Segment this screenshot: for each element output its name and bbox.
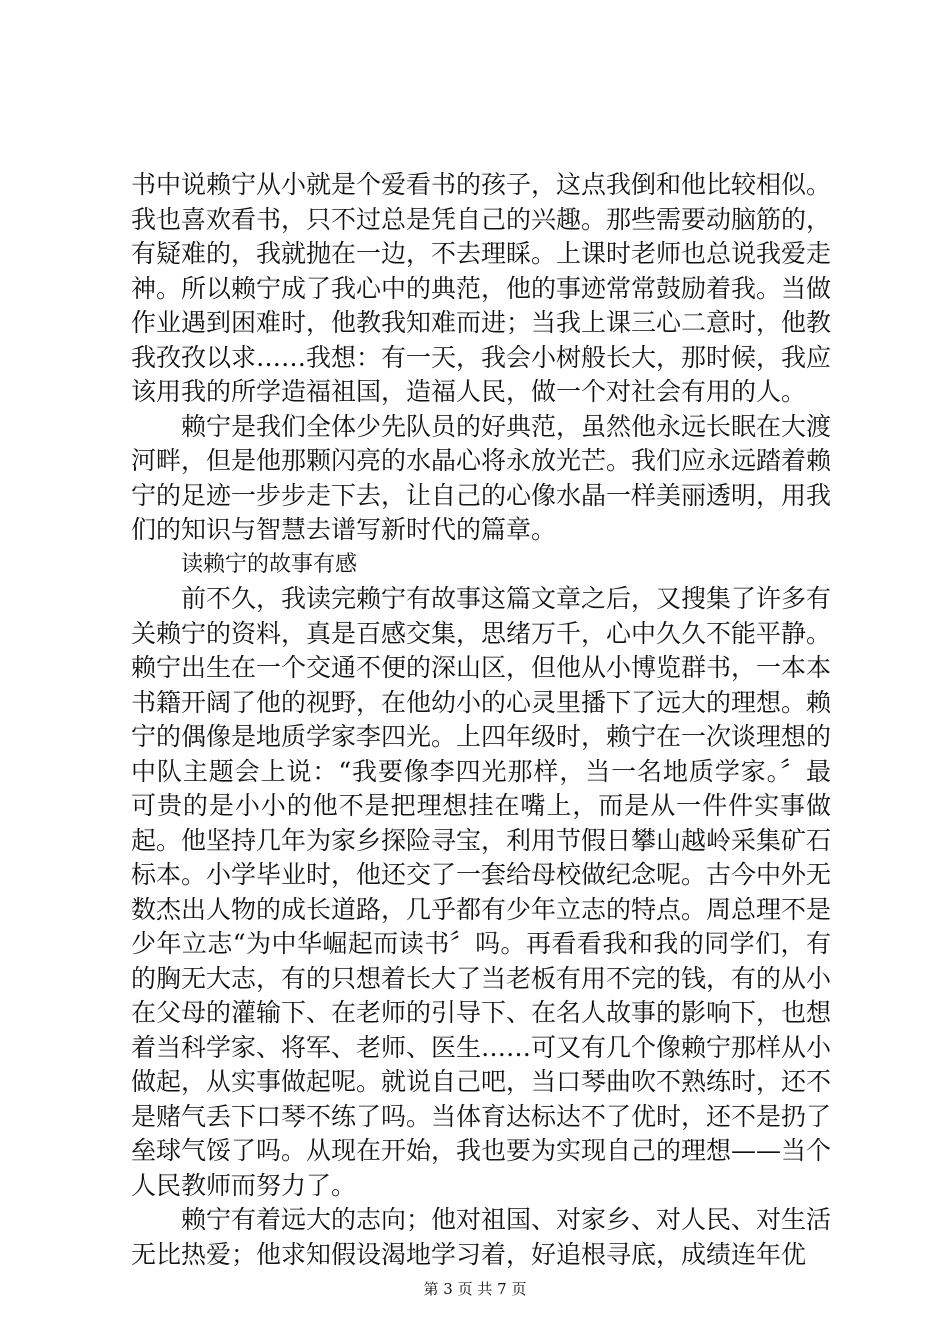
document-body	[131, 168, 831, 1272]
page-number-footer: 第 3 页 共 7 页	[423, 1280, 527, 1298]
paragraph-1: 书中说赖宁从小就是个爱看书的孩子，这点我倒和他比较相似。我也喜欢看书，只不过总是凭自己的兴趣。那些需要动脑筋的，有疑难的，我就抛在一边，不去理睬。上课时老师也总说我爱走神。所以赖宁成了我心中的典范，他的事迹常常鼓励着我。当做作业遇到困难时，他教我知难而进；当我上课三心二意时，他教我孜孜以求……我想：有一天，我会小树般长大，那时候，我应该用我的所学造福祖国，造福人民，做一个对社会有用的人。	[131, 170, 832, 406]
paragraph-3: 前不久，我读完赖宁有故事这篇文章之后，又搜集了许多有关赖宁的资料，真是百感交集，思绪万千，心中久久不能平静。赖宁出生在一个交通不便的深山区，但他从小博览群书，一本本书籍开阔了他的视野，在他幼小的心灵里播下了远大的理想。赖宁的偶像是地质学家李四光。上四年级时，赖宁在一次谈理想的中队主题会上说：“我要像李四光那样，当一名地质学家。〞最可贵的是小小的他不是把理想挂在嘴上，而是从一件件实事做起。他坚持几年为家乡探险寻宝，利用节假日攀山越岭采集矿石标本。小学毕业时，他还交了一套给母校做纪念呢。古今中外无数杰出人物的成长道路，几乎都有少年立志的特点。周总理不是少年立志“为中华崛起而读书〞吗。再看看我和我的同学们，有的胸无大志，有的只想着长大了当老板有用不完的钱，有的从小在父母的灌输下、在老师的引导下、在名人故事的影响下，也想着当科学家、将军、老师、医生……可又有几个像赖宁那样从小做起，从实事做起呢。就说自己吧，当口琴曲吹不熟练时，还不是赌气丢下口琴不练了吗。当体育达标达不了优时，还不是扔了垒球气馁了吗。从现在开始，我也要为实现自己的理想——当个人民教师而努力了。	[131, 584, 832, 1200]
paragraph-2: 赖宁是我们全体少先队员的好典范，虽然他永远长眠在大渡河畔，但是他那颗闪亮的水晶心将永放光芒。我们应永远踏着赖宁的足迹一步步走下去，让自己的心像水晶一样美丽透明，用我们的知识与智慧去谱写新时代的篇章。	[131, 411, 832, 544]
section-heading: 读赖宁的故事有感	[181, 551, 358, 577]
paragraph-4: 赖宁有着远大的志向；他对祖国、对家乡、对人民、对生活无比热爱；他求知假设渴地学习着，好追根寻底，成绩连年优	[131, 1205, 832, 1269]
